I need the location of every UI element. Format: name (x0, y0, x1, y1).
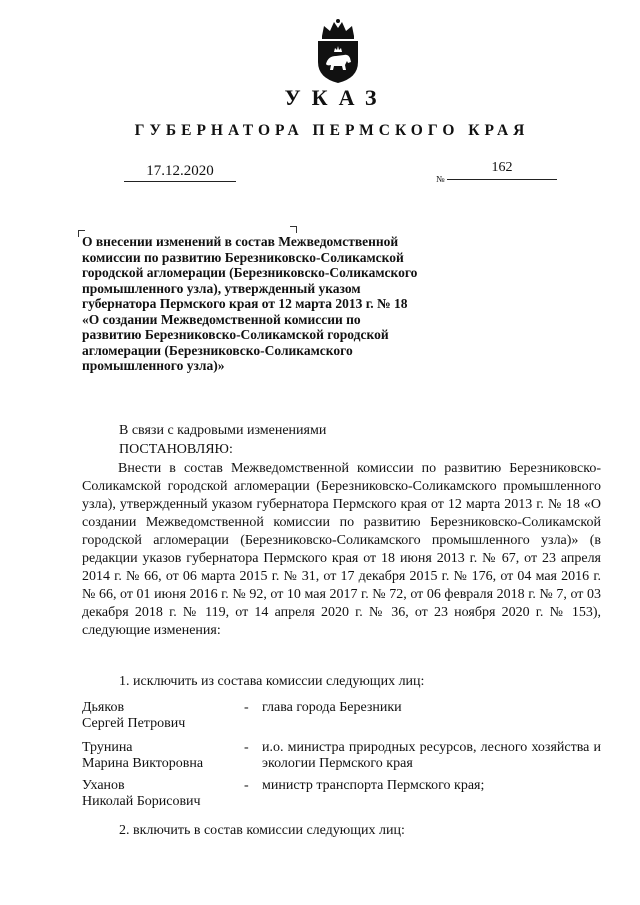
person-name: Уханов Николай Борисович (82, 778, 201, 809)
number-label: № (436, 174, 445, 184)
perm-krai-coat-of-arms-icon (314, 18, 362, 84)
person-role: глава города Березники (262, 700, 402, 715)
document-subject: О внесении изменений в состав Межведомственной комиссии по развитию Березниковско-Соликамской городской агломерации (Березниковско-Соликамского промышленного узла), утвержденный указом губернатора Пермского края от 12 марта 2013 г. № 18 «О создании Межведомственной комиссии по развитию Березниковско-Соликамской городской агломерации (Березниковско-Соликамского промышленного узла)» (82, 234, 418, 373)
intro-text: В связи с кадровыми изменениями (119, 423, 327, 438)
decree-word: ПОСТАНОВЛЯЮ: (119, 442, 233, 457)
person-name: Дьяков Сергей Петрович (82, 700, 186, 731)
document-subtitle: ГУБЕРНАТОРА ПЕРМСКОГО КРАЯ (134, 122, 530, 139)
subject-corner-right (290, 226, 297, 233)
item-2: 2. включить в состав комиссии следующих лиц: (119, 823, 405, 838)
document-title: УКАЗ (284, 85, 388, 110)
dash: - (244, 778, 249, 793)
document-number: 162 (447, 160, 557, 180)
person-role: и.о. министра природных ресурсов, лесного хозяйства и экологии Пермского края (262, 740, 601, 771)
dash: - (244, 740, 249, 755)
dash: - (244, 700, 249, 715)
item-1: 1. исключить из состава комиссии следующих лиц: (119, 674, 425, 689)
main-paragraph: Внести в состав Межведомственной комиссии по развитию Березниковско-Соликамской городской агломерации (Березниковско-Соликамского промышленного узла), утвержденный указом губернатора Пермского края от 12 марта 2013 г. № 18 «О создании Межведомственной комиссии по развитию Березниковско-Соликамской городской агломерации (Березниковско-Соликамского промышленного узла)» (в редакции указов губернатора Пермского края от 18 июня 2013 г. № 67, от 23 апреля 2014 г. № 66, от 06 марта 2015 г. № 31, от 17 декабря 2015 г. № 176, от 04 мая 2016 г. № 66, от 01 июня 2016 г. № 92, от 10 мая 2017 г. № 72, от 06 февраля 2018 г. № 7, от 03 декабря 2018 г. № 119, от 14 апреля 2020 г. № 36, от 23 ноября 2020 г. № 153), следующие изменения: (82, 461, 601, 638)
person-role: министр транспорта Пермского края; (262, 778, 485, 793)
document-date: 17.12.2020 (124, 163, 236, 182)
person-name: Трунина Марина Викторовна (82, 740, 204, 771)
